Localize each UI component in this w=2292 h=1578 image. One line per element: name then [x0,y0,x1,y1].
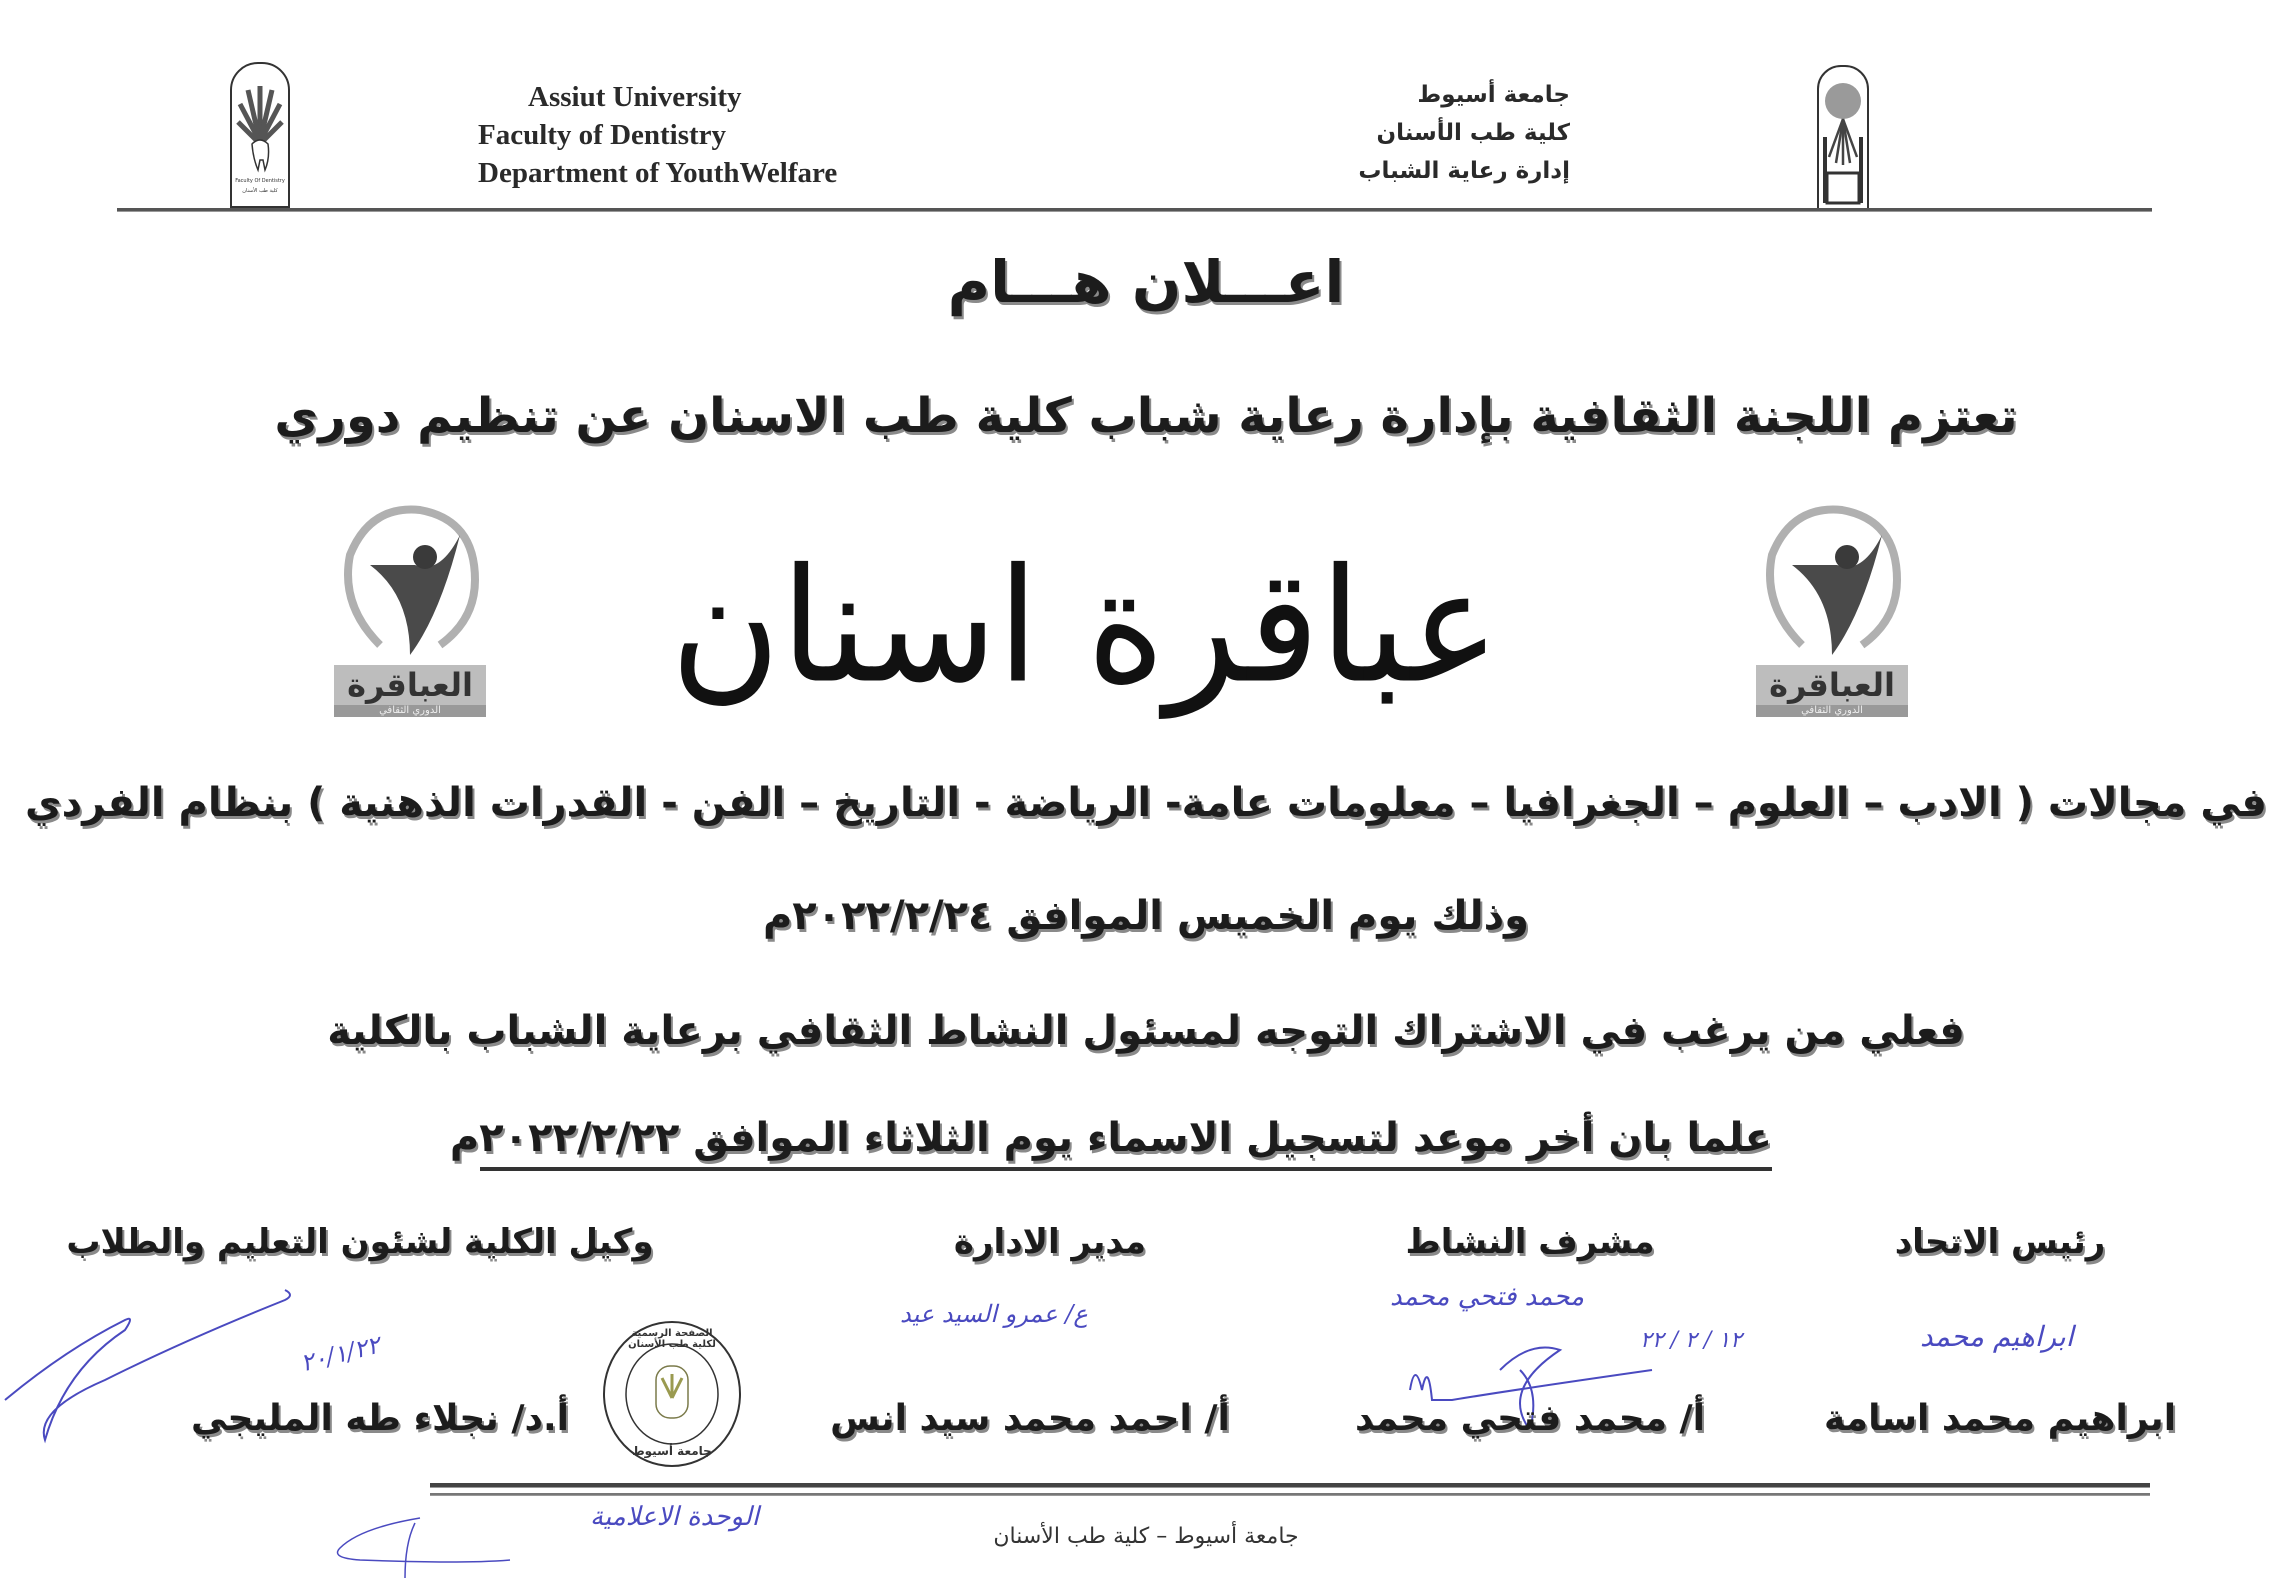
signature-name-activity-supervisor: أ/ محمد فتحي محمد [1354,1398,1706,1439]
announcement-title: اعـــلان هـــام [947,248,1345,316]
handwritten-signature-admin-director: ع/ عمرو السيد عيد [900,1300,1088,1328]
abaqira-label: العباقرة [334,665,486,705]
signature-title-vice-dean: وكيل الكلية لشئون التعليم والطلاب [66,1222,654,1262]
faculty-of-dentistry-logo [230,62,290,208]
arabic-header [1358,76,1570,190]
svg-text:كلية طب الأسنان: كلية طب الأسنان [242,188,278,194]
header-divider [117,208,2152,212]
lightbulb-person-icon [330,505,490,665]
event-name: عباقرة اسنان [670,535,1500,719]
english-header [478,78,837,192]
handwritten-date-vice-dean: ٢٠/١/٢٢ [297,1330,383,1378]
svg-text:Faculty Of Dentistry: Faculty Of Dentistry [235,178,285,184]
university-name-en: Assiut University [528,81,742,113]
signature-name-union-president: ابراهيم محمد اسامة [1823,1398,2177,1439]
announcement-subtitle: تعتزم اللجنة الثقافية بإدارة رعاية شباب كلية طب الاسنان عن تنظيم دوري [274,388,2018,444]
abaqira-tagline: الدوري الثقافي [1756,705,1908,717]
handwritten-signature-union-president: ابراهيم محمد [1920,1320,2074,1353]
footer-divider-secondary [430,1493,2150,1496]
signature-title-union-president: رئيس الاتحاد [1894,1222,2106,1262]
signature-title-admin-director: مدير الادارة [953,1222,1147,1262]
footer-text: جامعة أسيوط – كلية طب الأسنان [993,1524,1299,1549]
faculty-name-en: Faculty of Dentistry [478,119,727,151]
registration-instructions: فعلي من يرغب في الاشتراك التوجه لمسئول النشاط الثقافي برعاية الشباب بالكلية [327,1008,1965,1054]
faculty-name-ar: كلية طب الأسنان [1376,120,1570,146]
event-date: وذلك يوم الخميس الموافق ٢٠٢٢/٢/٢٤م [762,893,1530,939]
sun-emblem-icon [1819,67,1867,209]
competition-fields: في مجالات ( الادب – العلوم – الجغرافيا – معلومات عامة- الرياضة - التاريخ – الفن - القدرات الذهنية ) بنظام الفردي [25,780,2267,826]
lightbulb-person-icon [1752,505,1912,665]
abaqira-logo-right [1752,505,1912,715]
footer-handwriting: الوحدة الاعلامية [590,1502,759,1532]
official-stamp [600,1318,744,1470]
handwritten-date-activity-supervisor: ١٢ / ٢ / ٢٢ [1640,1328,1742,1353]
assiut-university-logo [1817,65,1869,211]
footer-signature-scribble-icon [330,1508,560,1578]
footer-divider [430,1483,2150,1488]
signature-name-vice-dean: أ.د/ نجلاء طه المليجي [191,1398,569,1439]
stamp-outer-text: الصفحة الرسمية لكلية طب الأسنان [628,1328,716,1350]
department-name-en: Department of YouthWelfare [478,157,838,189]
stamp-bottom-text: جامعة أسيوط [632,1444,712,1458]
signature-title-activity-supervisor: مشرف النشاط [1405,1222,1655,1262]
registration-deadline: علما بان أخر موعد لتسجيل الاسماء يوم الثلاثاء الموافق ٢٠٢٢/٢/٢٢م [480,1115,1772,1171]
abaqira-tagline: الدوري الثقافي [334,705,486,717]
tooth-sunburst-icon [232,64,288,206]
handwritten-signature-activity-supervisor: محمد فتحي محمد [1390,1282,1585,1312]
department-name-ar: إدارة رعاية الشباب [1358,158,1570,184]
signature-name-admin-director: أ/ احمد محمد سيد انس [830,1398,1230,1439]
university-name-ar: جامعة أسيوط [1417,82,1570,108]
abaqira-logo-left [330,505,490,715]
abaqira-label: العباقرة [1756,665,1908,705]
